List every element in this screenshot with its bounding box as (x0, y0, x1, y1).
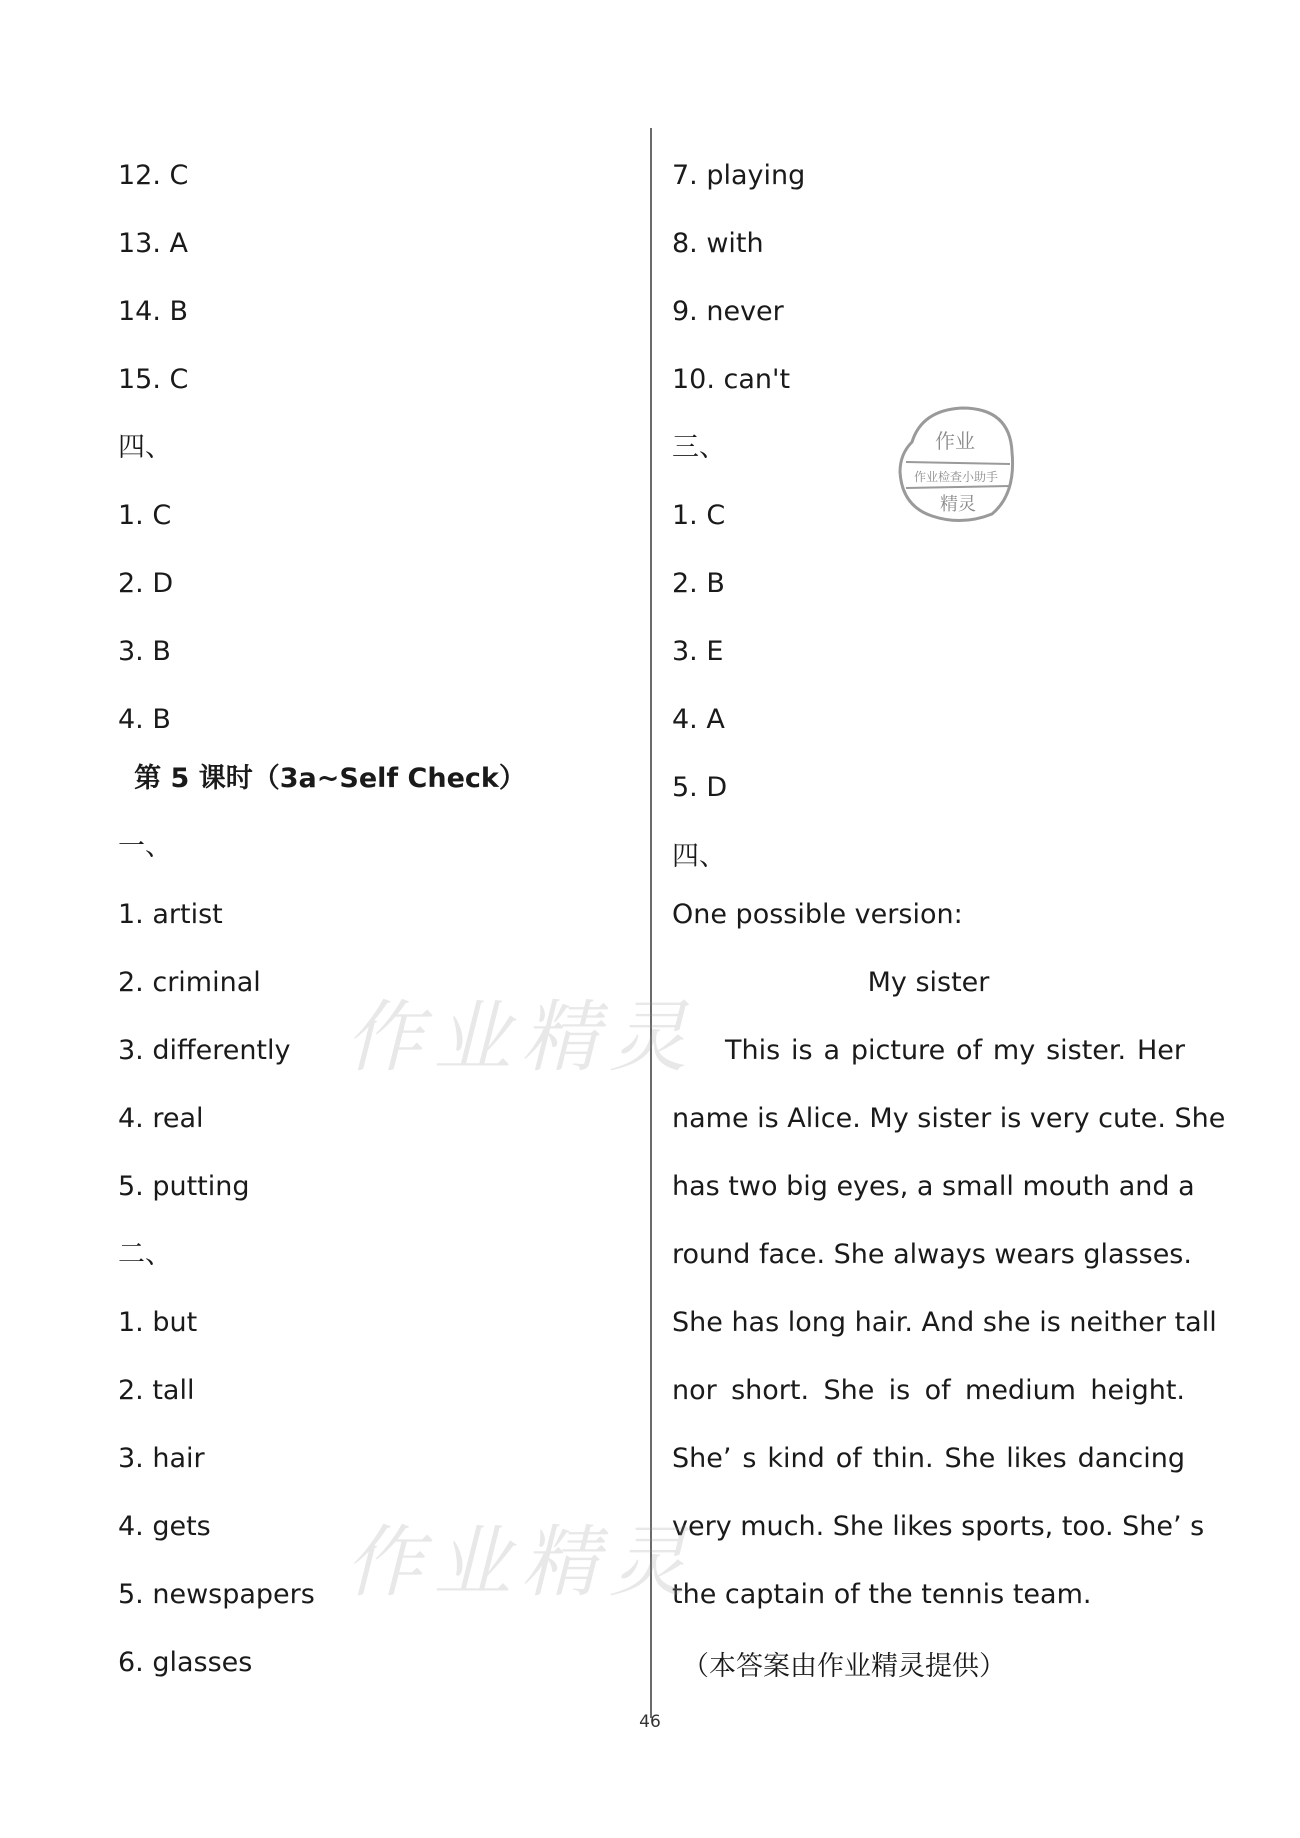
answer-line: 1. C (672, 500, 726, 531)
answer-line: 8. with (672, 228, 764, 259)
lesson-heading: 第 5 课时（3a~Self Check） (134, 763, 526, 794)
answer-line: 13. A (118, 228, 188, 259)
essay-line: nor short. She is of medium height. (672, 1375, 1185, 1406)
essay-line: She has long hair. And she is neither tall (672, 1307, 1217, 1338)
answer-line: 7. playing (672, 160, 806, 191)
section-number: 二、 (118, 1239, 172, 1270)
stamp-bottom-text: 精灵 (940, 494, 976, 515)
essay-line: the captain of the tennis team. (672, 1579, 1092, 1610)
essay-line: round face. She always wears glasses. (672, 1239, 1192, 1270)
answer-line: 4. B (118, 704, 171, 735)
answer-line: 3. differently (118, 1035, 291, 1066)
section-number: 四、 (672, 841, 726, 872)
stamp-middle-text: 作业检查小助手 (913, 470, 999, 484)
section-number: 四、 (118, 432, 172, 463)
answer-line: 3. B (118, 636, 171, 667)
answer-line: 3. E (672, 636, 724, 667)
essay-line: has two big eyes, a small mouth and a (672, 1171, 1195, 1202)
essay-line: very much. She likes sports, too. She’ s (672, 1511, 1205, 1542)
stamp-top-text: 作业 (935, 429, 975, 453)
essay-title: My sister (867, 967, 990, 998)
answer-line: 6. glasses (118, 1647, 253, 1678)
section-number: 三、 (672, 432, 726, 463)
answer-line: 5. putting (118, 1171, 250, 1202)
answer-line: 15. C (118, 364, 189, 395)
essay-line: This is a picture of my sister. Her (725, 1035, 1185, 1066)
essay-line: name is Alice. My sister is very cute. She (672, 1103, 1226, 1134)
essay-line: She’ s kind of thin. She likes dancing (672, 1443, 1185, 1474)
answer-line: 10. can't (672, 364, 791, 395)
watermark: 作业精灵 (345, 993, 698, 1083)
watermark: 作业精灵 (345, 1518, 698, 1608)
answer-line: 4. real (118, 1103, 204, 1134)
answer-line: 3. hair (118, 1443, 205, 1474)
column-divider (650, 128, 652, 1718)
answer-line: 2. D (118, 568, 174, 599)
answer-line: 5. newspapers (118, 1579, 315, 1610)
answer-line: 5. D (672, 772, 728, 803)
answer-line: 1. but (118, 1307, 198, 1338)
answer-line: 1. artist (118, 899, 223, 930)
essay-intro: One possible version: (672, 899, 963, 930)
answer-line: 14. B (118, 296, 189, 327)
answer-line: 1. C (118, 500, 172, 531)
stamp-logo (892, 402, 1018, 528)
answer-line: 9. never (672, 296, 784, 327)
answer-line: 4. A (672, 704, 725, 735)
answer-line: 12. C (118, 160, 189, 191)
answer-line: 2. tall (118, 1375, 195, 1406)
answer-line: 2. criminal (118, 967, 261, 998)
answer-credit: （本答案由作业精灵提供） (682, 1651, 1006, 1682)
answer-line: 2. B (672, 568, 725, 599)
section-number: 一、 (118, 831, 172, 862)
answer-line: 4. gets (118, 1511, 211, 1542)
page-number: 46 (639, 1712, 661, 1732)
